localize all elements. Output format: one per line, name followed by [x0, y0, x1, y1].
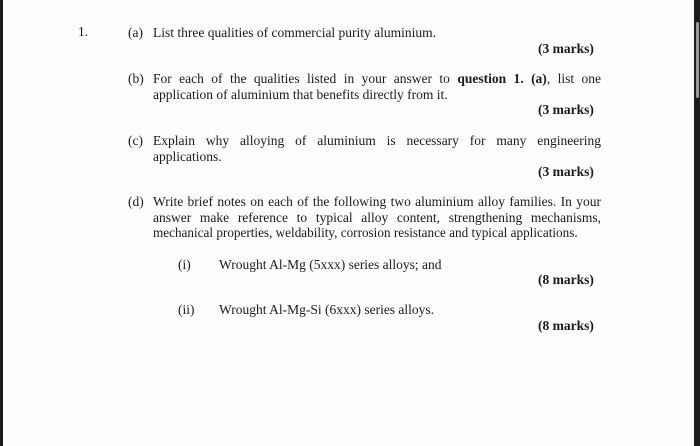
- part-d-ii-text: Wrought Al-Mg-Si (6xxx) series alloys.: [219, 302, 435, 317]
- part-a-text: List three qualities of commercial purity aluminium.: [153, 25, 437, 40]
- part-c-line1: Explain why alloying of aluminium is necessary for many engineering: [153, 133, 601, 148]
- part-d-i-marks: (8 marks): [538, 272, 594, 287]
- question-number: 1.: [78, 24, 89, 39]
- right-scrollbar-track[interactable]: [694, 0, 700, 446]
- part-b-line1: [153, 71, 601, 87]
- part-d-line2: answer make reference to typical alloy content, strengthening mechanisms,: [153, 210, 601, 225]
- part-b-line1-post: , list one: [546, 71, 602, 86]
- part-d-ii-marks: (8 marks): [538, 318, 594, 333]
- part-d-i-label: (i): [178, 257, 191, 272]
- part-d-line1: Write brief notes on each of the following two aluminium alloy families. In your: [153, 194, 601, 209]
- part-d-ii-label: (ii): [178, 302, 195, 317]
- part-b-label: (b): [128, 71, 144, 86]
- part-d-line3: mechanical properties, weldability, corrosion resistance and typical applications.: [153, 225, 578, 240]
- part-d-i-text: Wrought Al-Mg (5xxx) series alloys; and: [219, 257, 442, 272]
- part-a-marks: (3 marks): [538, 41, 594, 56]
- part-d-label: (d): [128, 194, 144, 209]
- part-a-label: (a): [128, 25, 143, 40]
- part-b-line2: application of aluminium that benefits directly from it.: [153, 87, 448, 102]
- part-c-marks: (3 marks): [538, 164, 594, 179]
- part-c-label: (c): [128, 133, 143, 148]
- scrollbar-thumb[interactable]: [696, 22, 699, 98]
- part-c-line2: applications.: [153, 149, 222, 164]
- part-b-marks: (3 marks): [538, 102, 594, 117]
- part-b-line1-pre: For each of the qualities listed in your answer to: [153, 71, 450, 86]
- left-border: [0, 0, 3, 446]
- part-b-question-ref: question 1. (a): [457, 71, 547, 86]
